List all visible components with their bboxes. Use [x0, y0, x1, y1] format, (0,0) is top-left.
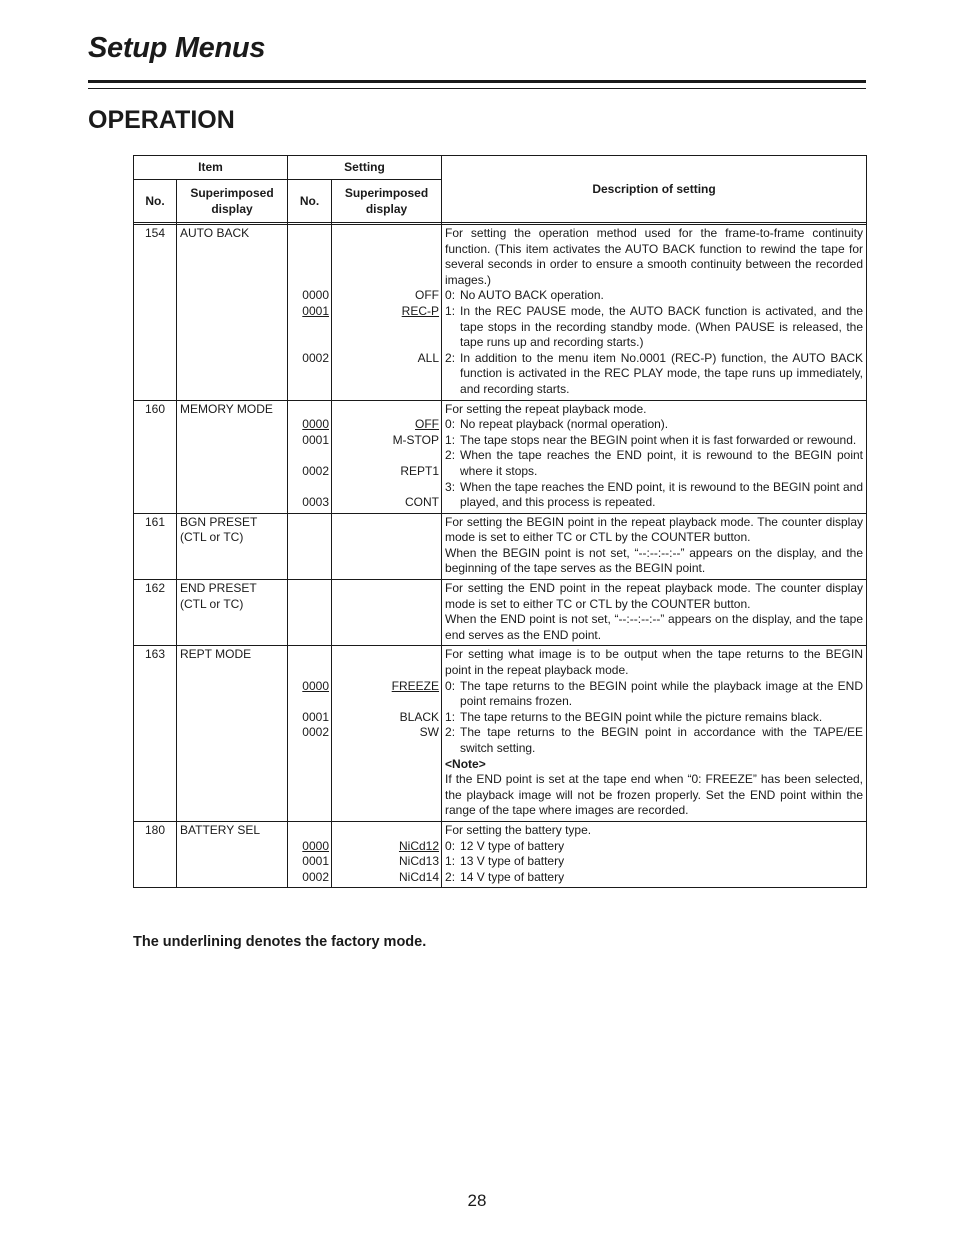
description-option: 0: The tape returns to the BEGIN point while the playback image at the END point remains frozen. [445, 678, 864, 709]
setting-displays [332, 513, 442, 579]
item-no: 161 [134, 513, 177, 579]
item-no: 162 [134, 580, 177, 646]
setting-code: 0002 [302, 869, 329, 884]
setting-code: 0002 [302, 350, 329, 365]
item-display: AUTO BACK [177, 225, 288, 401]
table-row [134, 580, 867, 646]
description-intro: For setting the battery type. [445, 822, 592, 837]
section-title: OPERATION [88, 106, 235, 134]
setting-code-default: 0000 [302, 838, 329, 853]
header-setting-display: Superimposed display [332, 180, 442, 223]
description-option: 1: The tape stops near the BEGIN point when it is fast forwarded or rewound. [445, 432, 857, 447]
description-intro: For setting the repeat playback mode. [445, 401, 647, 416]
setting-description [442, 646, 867, 822]
setting-label: NiCd13 [398, 854, 440, 869]
setting-code: 0003 [302, 495, 329, 510]
setting-displays [332, 646, 442, 822]
description-option: 1: The tape returns to the BEGIN point while the picture remains black. [445, 709, 823, 724]
description-option: 2: In addition to the menu item No.0001 (REC-P) function, the AUTO BACK function is activated in the REC PLAY mode, the tape runs up immediately, and recording starts. [445, 350, 864, 396]
setting-label-default: NiCd12 [398, 838, 440, 853]
setting-code: 0001 [302, 854, 329, 869]
setting-numbers [288, 400, 332, 513]
description-option: 0: No repeat playback (normal operation). [445, 417, 669, 432]
description-option: 1: In the REC PAUSE mode, the AUTO BACK function is activated, and the tape stops in the recording standby mode. (When PAUSE is released, the tape runs up and recording starts.) [445, 303, 864, 350]
item-display: REPT MODE [177, 646, 288, 822]
setting-label: CONT [405, 495, 440, 510]
setting-numbers [288, 225, 332, 401]
item-no: 154 [134, 225, 177, 401]
setting-description [442, 513, 867, 579]
description-option: 0: No AUTO BACK operation. [445, 288, 604, 303]
description-option: 2: 14 V type of battery [445, 869, 565, 884]
setting-code: 0002 [302, 463, 329, 478]
table-row [134, 513, 867, 579]
table-row [134, 225, 867, 401]
setting-numbers [288, 821, 332, 887]
setting-code-default: 0000 [302, 417, 329, 432]
page-number: 28 [467, 1191, 487, 1210]
item-display: END PRESET (CTL or TC) [177, 580, 288, 646]
setting-numbers [288, 646, 332, 822]
setting-description [442, 821, 867, 887]
item-display: BGN PRESET (CTL or TC) [177, 513, 288, 579]
setting-label: SW [419, 725, 440, 740]
setting-code: 0002 [302, 725, 329, 740]
setting-label-default: OFF [415, 417, 440, 432]
description-intro: For setting the operation method used for the frame-to-frame continuity function. (This item activates the AUTO BACK function to rewind the tape for several seconds in order to ensure a smooth continuity between the recorded images.) [445, 226, 864, 287]
description-option: 1: 13 V type of battery [445, 854, 565, 869]
setting-displays [332, 225, 442, 401]
header-item: Item [134, 156, 288, 180]
page-title: Setup Menus [88, 32, 266, 64]
note-heading: <Note> [445, 756, 486, 771]
header-item-no: No. [134, 180, 177, 223]
description-paragraph: When the BEGIN point is not set, “--:--:--:--” appears on the display, and the beginning of the tape serves as the BEGIN point. [445, 545, 864, 576]
setting-displays [332, 580, 442, 646]
setting-displays [332, 821, 442, 887]
header-setting-no: No. [288, 180, 332, 223]
description-intro: For setting what image is to be output when the tape returns to the BEGIN point in the repeat playback mode. [445, 647, 864, 678]
header-rule-thick [88, 80, 866, 83]
setting-numbers [288, 580, 332, 646]
operation-settings-table [133, 155, 867, 888]
setting-code: 0001 [302, 709, 329, 724]
description-option: 2: When the tape reaches the END point, it is rewound to the BEGIN point where it stops. [445, 448, 864, 478]
setting-numbers [288, 513, 332, 579]
setting-label: NiCd14 [398, 869, 440, 884]
setting-label: ALL [417, 350, 440, 365]
item-no: 180 [134, 821, 177, 887]
table-row [134, 821, 867, 887]
header-setting: Setting [288, 156, 442, 180]
item-no: 163 [134, 646, 177, 822]
header-description: Description of setting [442, 156, 867, 223]
header-rule-thin [88, 88, 866, 89]
setting-label: BLACK [399, 709, 440, 724]
item-no: 160 [134, 400, 177, 513]
setting-label: OFF [415, 288, 440, 303]
setting-label: M-STOP [392, 432, 440, 447]
header-item-display: Superimposed display [177, 180, 288, 223]
item-display: BATTERY SEL [177, 821, 288, 887]
setting-code: 0000 [302, 288, 329, 303]
description-option: 3: When the tape reaches the END point, it is rewound to the BEGIN point and played, and this process is repeated. [445, 479, 864, 510]
description-paragraph: For setting the END point in the repeat playback mode. The counter display mode is set to either TC or CTL by the COUNTER button. [445, 581, 864, 611]
setting-description [442, 225, 867, 401]
description-option: 2: The tape returns to the BEGIN point in accordance with the TAPE/EE switch setting. [445, 725, 864, 755]
note-text: If the END point is set at the tape end when “0: FREEZE” has been selected, the playback image will not be frozen properly. Set the END point within the range of the tape where images are recorded. [445, 772, 864, 818]
setting-displays [332, 400, 442, 513]
description-paragraph: When the END point is not set, “--:--:--:--” appears on the display, and the tape end serves as the END point. [445, 612, 864, 642]
item-display: MEMORY MODE [177, 400, 288, 513]
setting-code-default: 0000 [302, 678, 329, 693]
description-paragraph: For setting the BEGIN point in the repeat playback mode. The counter display mode is set to either TC or CTL by the COUNTER button. [445, 514, 864, 545]
setting-label-default: FREEZE [391, 678, 440, 693]
setting-code: 0001 [302, 432, 329, 447]
setting-code-default: 0001 [302, 303, 329, 318]
description-option: 0: 12 V type of battery [445, 838, 565, 853]
setting-label: REPT1 [400, 463, 440, 478]
table-row [134, 400, 867, 513]
setting-description [442, 400, 867, 513]
footnote: The underlining denotes the factory mode. [133, 934, 427, 950]
setting-description [442, 580, 867, 646]
table-row [134, 646, 867, 822]
setting-label-default: REC-P [401, 303, 440, 318]
